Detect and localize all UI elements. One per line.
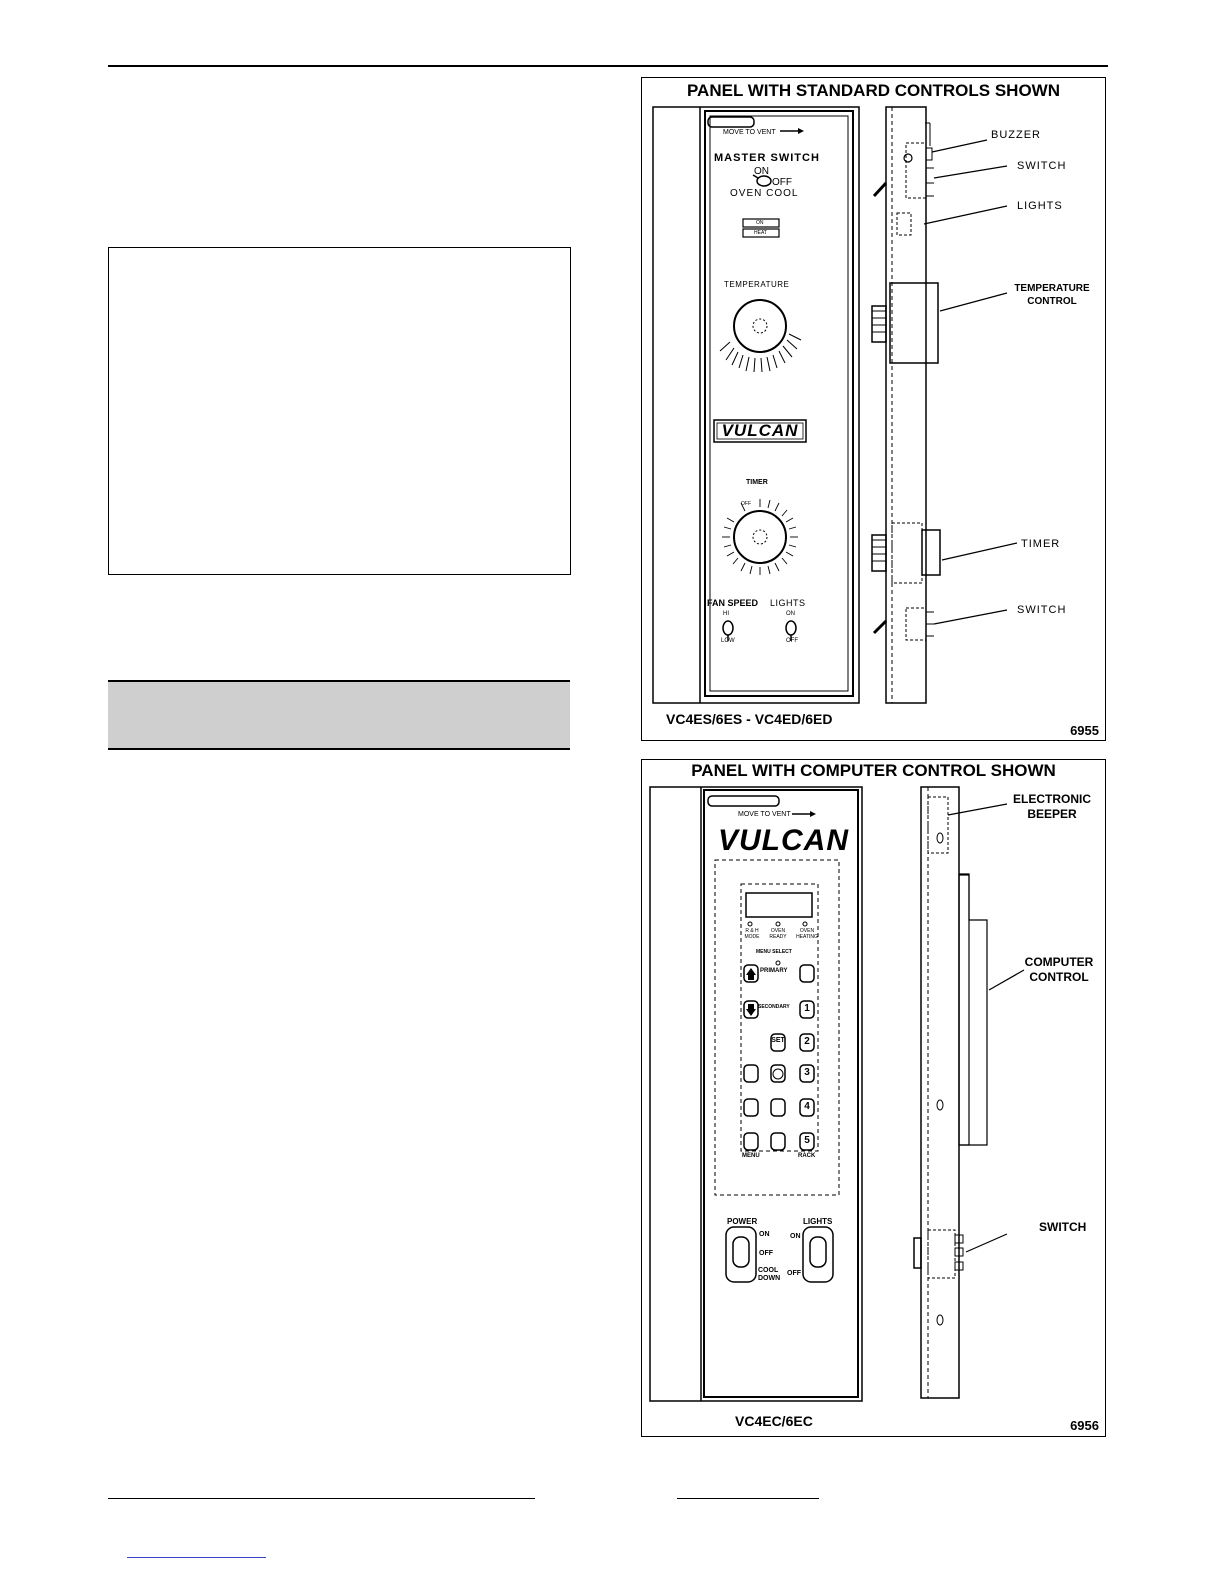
key-5[interactable]: 5 [804,1135,810,1146]
vent-label: MOVE TO VENT [723,129,776,136]
lights-off-label: OFF [787,1270,801,1277]
off-label: OFF [772,177,792,188]
figure-number: 6955 [1070,723,1099,738]
lights-label: LIGHTS [803,1217,833,1226]
key-3[interactable]: 3 [804,1067,810,1078]
figure-number: 6956 [1070,1418,1099,1433]
figure-computer-control [641,759,1106,1437]
power-off-label: OFF [759,1250,773,1257]
timer-callout: TIMER [1021,538,1061,550]
vulcan-logo: VULCAN [721,421,799,440]
oven-cool-label: OVEN COOL [730,188,799,199]
standard-side-view [642,78,1105,740]
temperature-control-callout-2: CONTROL [1027,296,1077,307]
menu-label: MENU [742,1153,760,1159]
model-label: VC4EC/6EC [735,1413,813,1429]
buzzer-callout: BUZZER [991,129,1041,141]
footer-rule-right [677,1498,819,1499]
master-switch-label: MASTER SWITCH [714,152,820,164]
led-oven-ready: OVEN READY [769,928,787,940]
temperature-control-callout-1: TEMPERATURE [1014,283,1090,294]
figure-title: PANEL WITH COMPUTER CONTROL SHOWN [691,761,1056,780]
switch-bottom-callout: SWITCH [1017,604,1067,616]
figure-title: PANEL WITH STANDARD CONTROLS SHOWN [686,81,1061,100]
temperature-label: TEMPERATURE [724,280,790,289]
figure-standard-controls [641,77,1106,741]
cool-down-label-2: DOWN [758,1275,781,1282]
secondary-label: SECONDARY [758,1004,790,1010]
note-box [108,247,571,575]
light-heat-label: HEAT [754,230,767,236]
header-rule [108,65,1108,67]
fan-speed-label: FAN SPEED [707,598,759,608]
lights-on-label: ON [790,1233,801,1240]
hi-label: HI [723,611,729,617]
switch-callout: SWITCH [1039,1220,1087,1234]
computer-control-callout-1: COMPUTER [1024,955,1094,969]
timer-label: TIMER [746,479,768,486]
power-on-label: ON [759,1231,770,1238]
low-label: LOW [721,638,735,644]
set-key[interactable]: SET [771,1037,785,1044]
light-on-label: ON [756,220,764,226]
computer-control-callout-2: CONTROL [1029,970,1089,984]
section-heading-band [108,680,570,750]
power-label: POWER [727,1217,758,1226]
on-label: ON [754,166,769,177]
model-label: VC4ES/6ES - VC4ED/6ED [666,711,833,727]
vent-label: MOVE TO VENT [738,811,791,818]
led-oven-heating: OVEN HEATING [796,928,818,940]
menu-select-label: MENU SELECT [756,949,792,955]
key-4[interactable]: 4 [804,1101,810,1112]
footer-link-underline[interactable] [127,1557,266,1558]
rack-label: RACK [798,1153,816,1159]
lights-callout: LIGHTS [1017,200,1063,212]
footer-rule-left [108,1498,535,1499]
lights-on-label: ON [786,611,795,617]
computer-side-view [642,760,1105,1436]
led-rh-mode: R & H MODE [744,928,760,940]
lights-label: LIGHTS [770,598,806,608]
key-2[interactable]: 2 [804,1036,810,1047]
primary-label: PRIMARY [760,968,788,974]
cool-down-label-1: COOL [758,1267,779,1274]
switch-top-callout: SWITCH [1017,160,1067,172]
lights-off-label: OFF [786,638,798,644]
beeper-callout-1: ELECTRONIC [1013,792,1091,806]
vulcan-logo: VULCAN [718,824,849,857]
beeper-callout-2: BEEPER [1027,807,1077,821]
timer-off-label: OFF [741,501,751,507]
key-1[interactable]: 1 [804,1003,810,1014]
